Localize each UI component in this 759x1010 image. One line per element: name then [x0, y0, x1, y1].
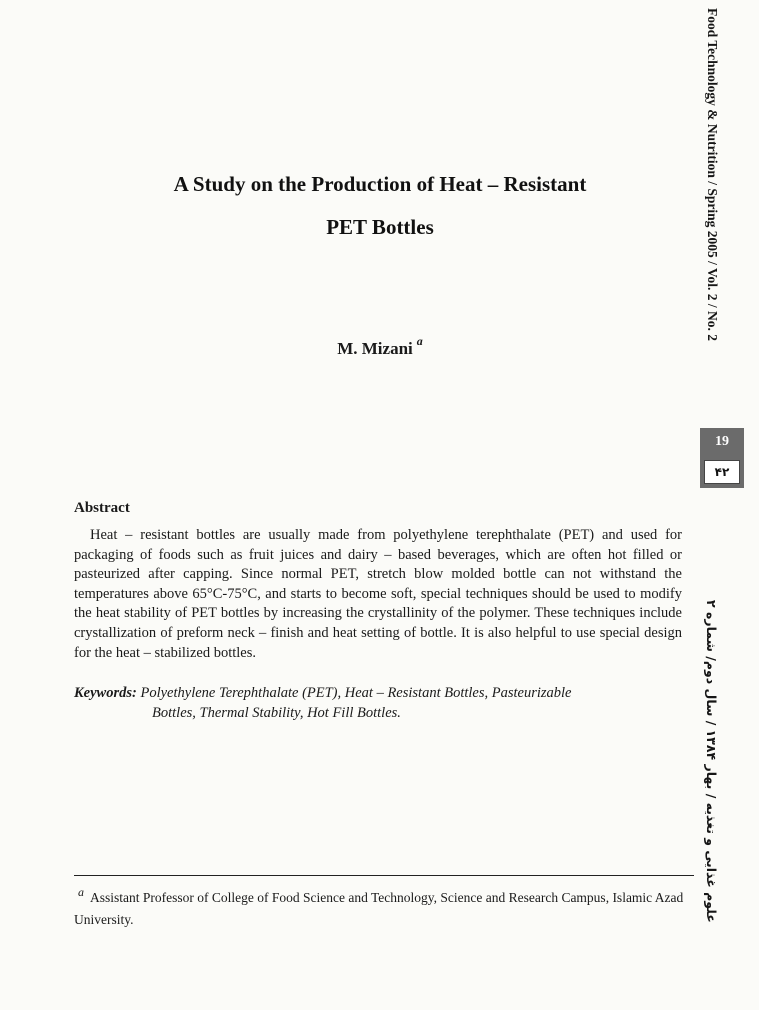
- keywords: [74, 684, 682, 723]
- article-title-line-2: PET Bottles: [326, 215, 434, 239]
- page-number-persian: ۴۲: [704, 460, 740, 484]
- abstract-heading: Abstract: [74, 500, 130, 516]
- footnote-marker: a: [78, 885, 84, 899]
- page-number-tab: [700, 428, 744, 488]
- running-header-english-text: Food Technology & Nutrition / Spring 2005 / Vol. 2 / No. 2: [705, 8, 720, 342]
- author-line: [90, 334, 670, 359]
- running-header-english: [704, 8, 734, 368]
- article-title-line-1: A Study on the Production of Heat – Resistant: [173, 172, 587, 196]
- author-name: M. Mizani: [337, 339, 413, 358]
- footnote: [74, 881, 694, 931]
- keywords-line-2: Bottles, Thermal Stability, Hot Fill Bottles.: [152, 704, 401, 721]
- show-through-texture: [70, 60, 679, 440]
- footnote-divider: [74, 875, 694, 876]
- running-header-persian-text: علوم غذایی و تغذیه / بهار ۱۳۸۴ / سال دوم/ شماره ۲: [704, 600, 719, 923]
- abstract-body: Heat – resistant bottles are usually made from polyethylene terephthalate (PET) and used for packaging of foods such as fruit juices and dairy – based beverages, which are often hot filled or pasteurized after capping. Since normal PET, stretch blow molded bottle can not withstand the temperatures above 65°C-75°C, and starts to become soft, special techniques should be used to modify the heat stability of PET bottles by increasing the crystallinity of the polymer. These techniques include crystallization of preform neck – finish and heat setting of bottle. It is also helpful to use special design for the heat – stabilized bottles.: [74, 527, 682, 661]
- page-number-latin: 19: [715, 434, 729, 449]
- running-header-persian: [704, 600, 734, 960]
- author-affiliation-marker: a: [416, 334, 423, 348]
- footnote-text: Assistant Professor of College of Food Science and Technology, Science and Research Campus, Islamic Azad University.: [74, 890, 684, 927]
- keywords-label: Keywords:: [74, 685, 137, 701]
- keywords-line-1: Polyethylene Terephthalate (PET), Heat – Resistant Bottles, Pasteurizable: [140, 685, 572, 701]
